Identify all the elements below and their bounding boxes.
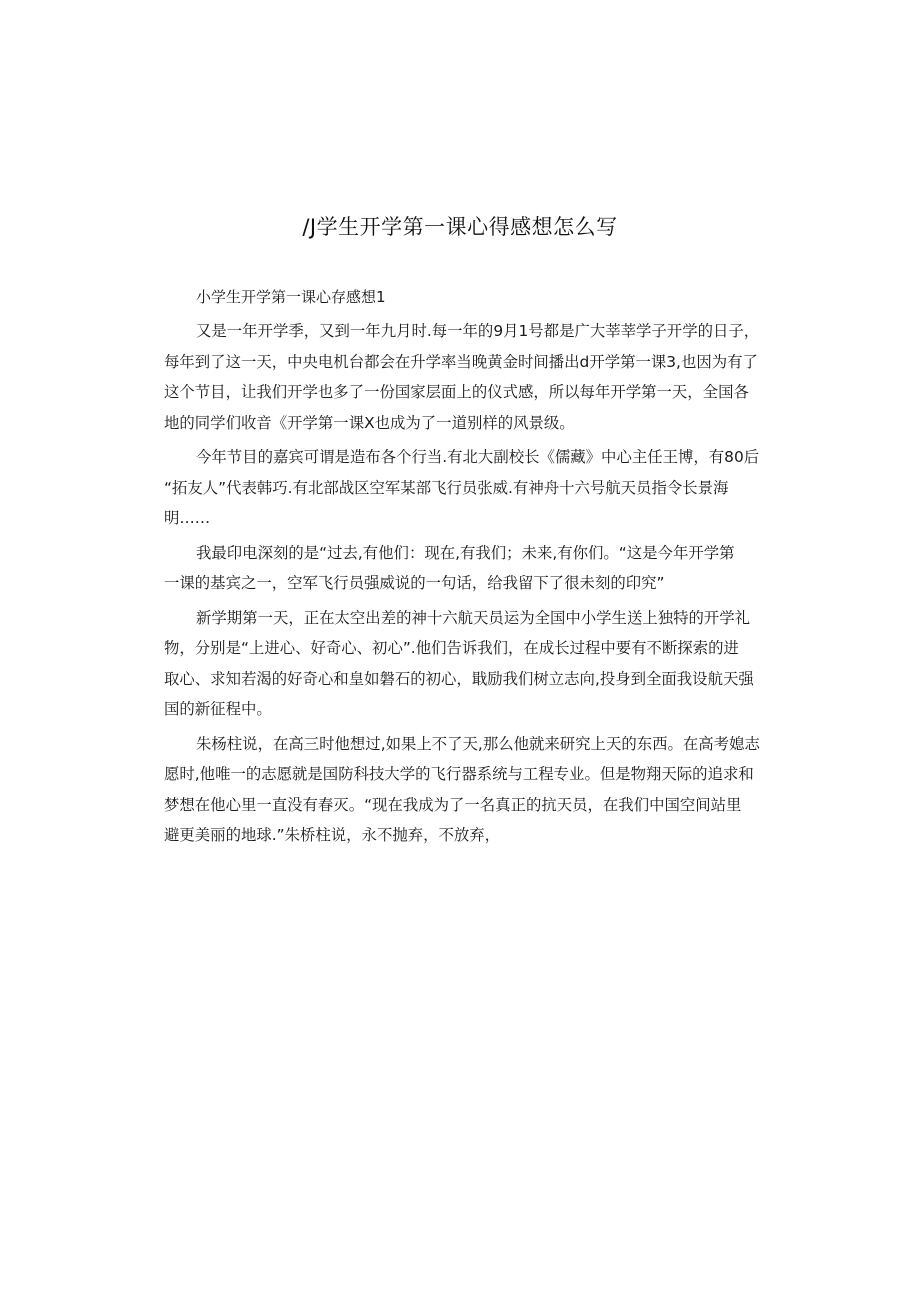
paragraph-line: 国的新征程中。: [164, 700, 272, 718]
paragraph-line: 一课的基宾之一，空军飞行员强威说的一句话，给我留下了很未刻的印究”: [164, 574, 665, 592]
paragraph-line: 愿时,他唯一的志愿就是国防科技大学的飞行器系统与工程专业。但是物翔天际的追求和: [164, 765, 754, 783]
paragraph-line: 今年节目的嘉宾可谓是造布各个行当.有北大副校长《儒藏》中心主任王博，有80后: [196, 448, 760, 466]
document-body: [164, 282, 764, 855]
paragraph-line: 又是一年开学季，又到一年九月时.每一年的9月1号都是广大莘莘学子开学的日子，: [196, 322, 760, 340]
paragraph-line: 物，分别是“上进心、好奇心、初心”.他们告诉我们，在成长过程中要有不断探索的进: [164, 639, 739, 657]
paragraph-line: 避更美丽的地球.”朱桥柱说，永不抛弃，不放弃，: [164, 826, 501, 844]
paragraph-line: 新学期第一天，正在太空出差的神十六航天员运为全国中小学生送上独特的开学礼: [196, 608, 751, 627]
paragraph-line: 取心、求知若渴的好奇心和皇如磐石的初心，戢励我们树立志向,投身到全面我设航天强: [164, 669, 754, 688]
paragraph-5: [164, 729, 764, 851]
document-title: /J学生开学第一课心得感想怎么写: [302, 215, 618, 239]
paragraph-line: 明……: [164, 509, 211, 527]
paragraph-line: 地的同学们收音《开学第一课X也成为了一道别样的风景级。: [164, 413, 575, 432]
paragraph-1: [164, 316, 764, 438]
paragraph-line: 梦想在他心里一直没有春灭。“现在我成为了一名真正的抗天员，在我们中国空间站里: [164, 795, 742, 814]
section-heading: 小学生开学第一课心存感想1: [196, 288, 386, 306]
paragraph-2: [164, 442, 764, 534]
paragraph-line: 每年到了这一天，中央电机台都会在升学率当晚黄金时间播出d开学第一课3,也因为有了: [164, 352, 758, 371]
paragraph-line: 我最印电深刻的是“过去,有他们：现在,有我们；未来,有你们。“这是今年开学第: [196, 543, 735, 562]
paragraph-3: [164, 538, 764, 599]
paragraph-4: [164, 603, 764, 725]
paragraph-line: 这个节目，让我们开学也多了一份国家层面上的仪式感，所以每年开学第一天，全国各: [164, 383, 749, 401]
paragraph-line: 朱杨柱说，在高三时他想过,如果上不了天,那么他就来研究上天的东西。在高考媳志: [196, 734, 760, 753]
paragraph-line: “拓友人”代表韩巧.有北部战区空军某部飞行员张威.有神舟十六号航天员指令长景海: [164, 478, 729, 497]
